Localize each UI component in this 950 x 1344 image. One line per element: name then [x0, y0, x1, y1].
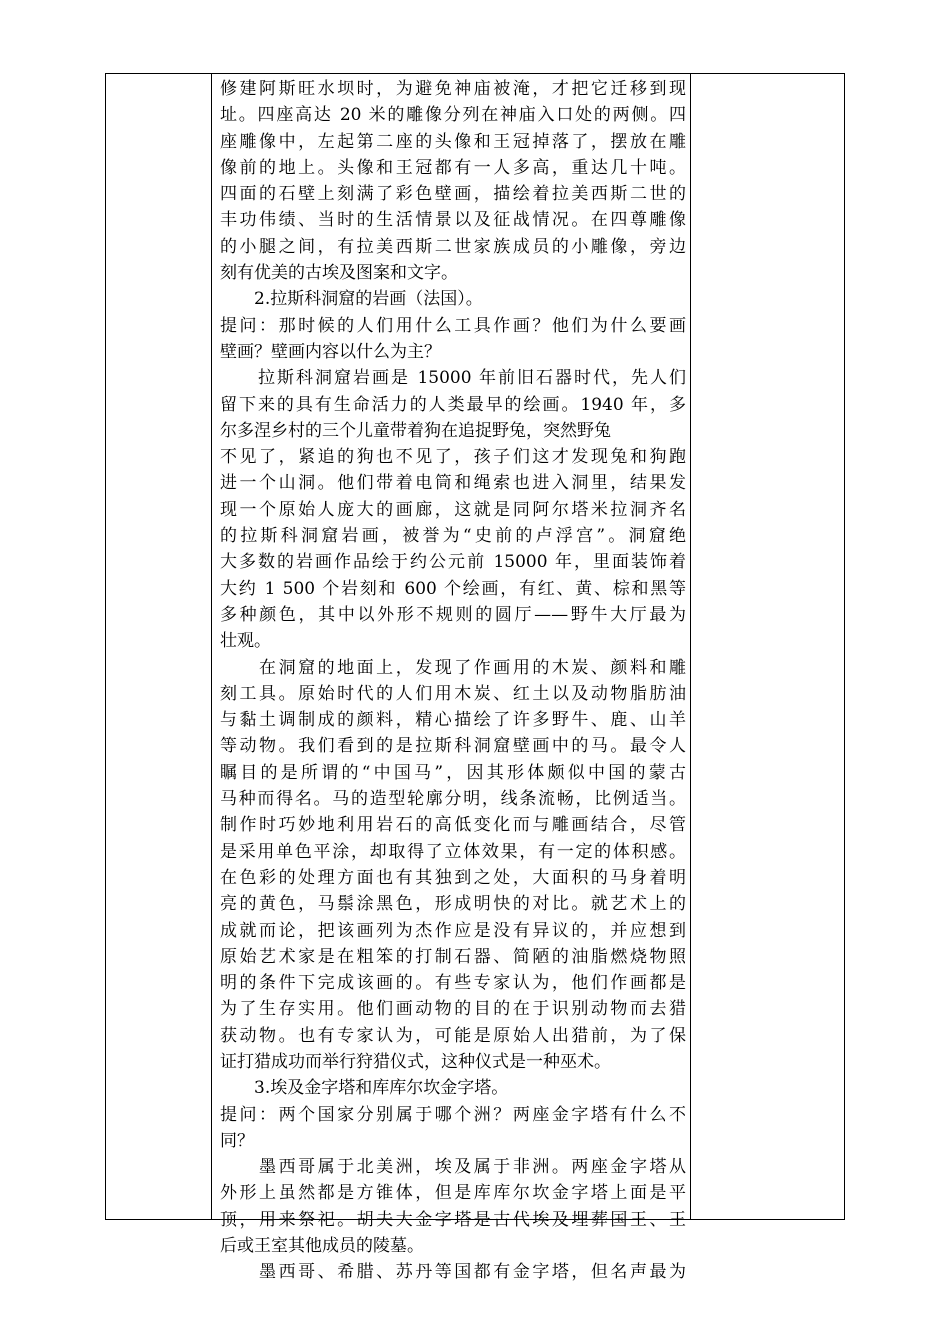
text-line: 顶，用来祭祀。胡夫大金字塔是古代埃及埋葬国王、王: [220, 1209, 686, 1230]
text-line: 壁画？壁画内容以什么为主？: [220, 341, 441, 362]
text-line: 址。四座高达 20 米的雕像分列在神庙入口处的两侧。四: [220, 105, 686, 126]
lesson-table: [105, 73, 845, 1283]
table-left-cell: [106, 74, 212, 1219]
lesson-text: [220, 76, 686, 1286]
text-line: 大约 1 500 个岩刻和 600 个绘画，有红、黄、棕和黑等: [220, 578, 686, 599]
text-line: 多种颜色，其中以外形不规则的圆厅——野牛大厅最为: [220, 604, 686, 625]
text-line: 修建阿斯旺水坝时，为避免神庙被淹，才把它迁移到现: [220, 79, 686, 99]
text-line: 进一个山洞。他们带着电筒和绳索也进入洞里，结果发: [220, 473, 686, 494]
text-line: 提问：那时候的人们用什么工具作画？他们为什么要画: [220, 315, 686, 336]
text-line: 刻工具。原始时代的人们用木炭、红土以及动物脂肪油: [220, 683, 686, 704]
text-line: 原始艺术家是在粗笨的打制石器、简陋的油脂燃烧物照: [220, 946, 686, 967]
text-line: 现一个原始人庞大的画廊，这就是同阿尔塔米拉洞齐名: [220, 499, 686, 520]
text-line: 亮的黄色，马鬃涂黑色，形成明快的对比。就艺术上的: [220, 894, 686, 915]
text-line: 大多数的岩画作品绘于约公元前 15000 年，里面装饰着: [220, 552, 686, 573]
text-line: 的小腿之间，有拉美西斯二世家族成员的小雕像，旁边: [220, 236, 686, 257]
text-line: 留下来的具有生命活力的人类最早的绘画。1940 年，多: [220, 394, 686, 415]
text-line: 拉斯科洞窟岩画是 15000 年前旧石器时代，先人们: [220, 368, 686, 389]
text-line: 获动物。也有专家认为，可能是原始人出猎前，为了保: [220, 1025, 686, 1046]
text-line: 像前的地上。头像和王冠都有一人多高，重达几十吨。: [220, 157, 686, 178]
text-line: 四面的石壁上刻满了彩色壁画，描绘着拉美西斯二世的: [220, 184, 686, 205]
table-right-cell: [691, 74, 843, 1219]
text-line: 不见了，紧追的狗也不见了，孩子们这才发现兔和狗跑: [220, 447, 686, 468]
text-line: 的拉斯科洞窟岩画，被誉为“史前的卢浮宫”。洞窟绝: [220, 526, 686, 547]
text-line: 墨西哥属于北美洲，埃及属于非洲。两座金字塔从: [220, 1157, 686, 1178]
text-line: 成就而论，把该画列为杰作应是没有异议的，并应想到: [220, 920, 686, 941]
text-line: 提问：两个国家分别属于哪个洲？两座金字塔有什么不: [220, 1104, 686, 1125]
text-line: 是采用单色平涂，却取得了立体效果，有一定的体积感。: [220, 841, 686, 862]
text-line: 3.埃及金字塔和库库尔坎金字塔。: [220, 1078, 509, 1099]
text-line: 马种而得名。马的造型轮廓分明，线条流畅，比例适当。: [220, 789, 686, 810]
text-line: 与黏土调制成的颜料，精心描绘了许多野牛、鹿、山羊: [220, 710, 686, 731]
text-line: 在洞窟的地面上，发现了作画用的木炭、颜料和雕: [220, 657, 686, 678]
text-line: 尔多涅乡村的三个儿童带着狗在追捉野兔，突然野兔: [220, 420, 611, 441]
text-line: 刻有优美的古埃及图案和文字。: [220, 263, 458, 284]
text-line: 2.拉斯科洞窟的岩画（法国）。: [220, 289, 483, 310]
text-line: 墨西哥、希腊、苏丹等国都有金字塔，但名声最为: [220, 1262, 686, 1283]
text-line: 后或王室其他成员的陵墓。: [220, 1236, 424, 1257]
text-line: 瞩目的是所谓的“中国马”，因其形体颇似中国的蒙古: [220, 762, 686, 783]
text-line: 制作时巧妙地利用岩石的高低变化而与雕画结合，尽管: [220, 815, 686, 836]
text-line: 证打猎成功而举行狩猎仪式，这种仪式是一种巫术。: [220, 1051, 611, 1072]
text-line: 为了生存实用。他们画动物的目的在于识别动物而去猎: [220, 999, 686, 1020]
text-line: 同？: [220, 1130, 254, 1151]
text-line: 壮观。: [220, 631, 271, 652]
text-line: 外形上虽然都是方锥体，但是库库尔坎金字塔上面是平: [220, 1183, 686, 1204]
text-line: 座雕像中，左起第二座的头像和王冠掉落了，摆放在雕: [220, 131, 686, 152]
text-line: 丰功伟绩、当时的生活情景以及征战情况。在四尊雕像: [220, 210, 686, 231]
text-line: 等动物。我们看到的是拉斯科洞窟壁画中的马。最令人: [220, 736, 686, 757]
table-content-cell: [212, 74, 691, 1283]
text-line: 在色彩的处理方面也有其独到之处，大面积的马身着明: [220, 867, 686, 888]
text-line: 明的条件下完成该画的。有些专家认为，他们作画都是: [220, 973, 686, 994]
